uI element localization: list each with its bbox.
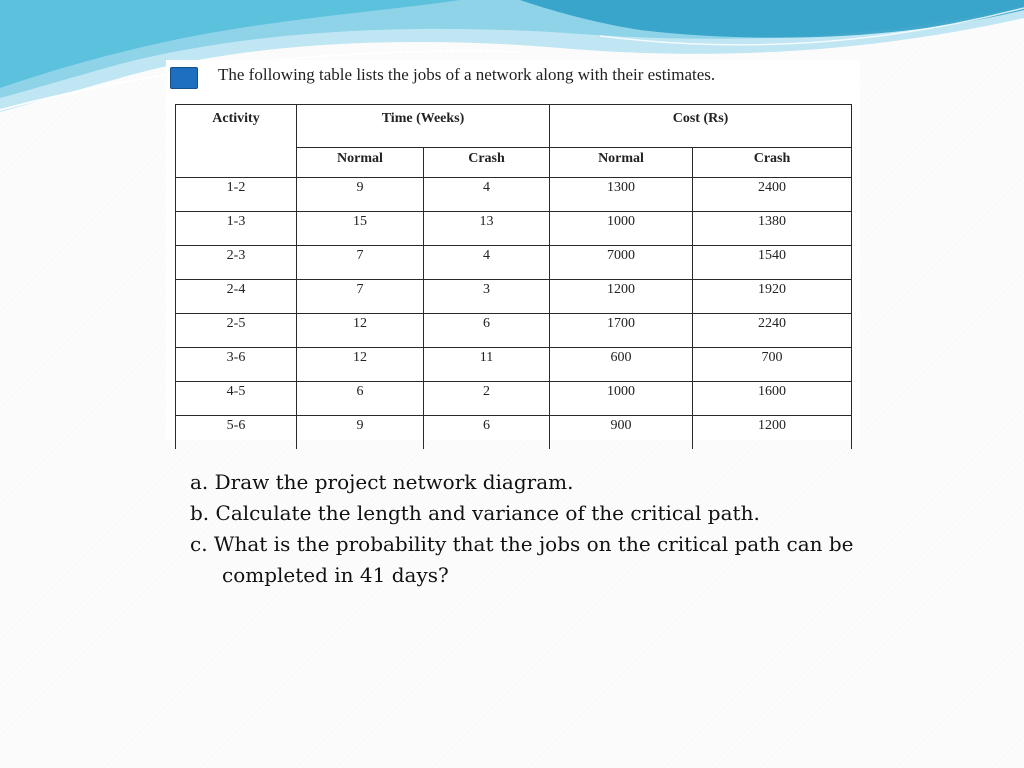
time-normal-cell: 7: [297, 246, 424, 280]
cost-crash-cell: 1600: [693, 382, 852, 416]
cost-normal-header: Normal: [550, 148, 693, 178]
cost-crash-cell: 2400: [693, 178, 852, 212]
time-crash-cell: 2: [424, 382, 550, 416]
cost-crash-cell: 1920: [693, 280, 852, 314]
time-crash-cell: 6: [424, 416, 550, 450]
question-list: [190, 467, 930, 591]
time-normal-cell: 12: [297, 348, 424, 382]
table-row: [176, 314, 852, 348]
time-normal-cell: 12: [297, 314, 424, 348]
cost-normal-cell: 7000: [550, 246, 693, 280]
table-row: [176, 280, 852, 314]
time-crash-cell: 11: [424, 348, 550, 382]
cost-crash-header: Crash: [693, 148, 852, 178]
time-crash-cell: 4: [424, 246, 550, 280]
table-header-row: [176, 105, 852, 148]
cost-normal-cell: 1000: [550, 382, 693, 416]
question-c-continued: completed in 41 days?: [222, 563, 449, 587]
cost-header: Cost (Rs): [550, 105, 852, 148]
time-header: Time (Weeks): [297, 105, 550, 148]
cost-crash-cell: 1380: [693, 212, 852, 246]
cost-normal-cell: 1700: [550, 314, 693, 348]
activity-cell: 4-5: [176, 382, 297, 416]
question-b: b. Calculate the length and variance of the critical path.: [190, 501, 760, 525]
cost-normal-cell: 900: [550, 416, 693, 450]
table-row: [176, 246, 852, 280]
jobs-table: [175, 104, 852, 449]
time-normal-cell: 6: [297, 382, 424, 416]
time-crash-cell: 13: [424, 212, 550, 246]
activity-cell: 2-3: [176, 246, 297, 280]
table-row: [176, 382, 852, 416]
intro-text: The following table lists the jobs of a network along with their estimates.: [218, 65, 716, 84]
cost-normal-cell: 600: [550, 348, 693, 382]
activity-cell: 5-6: [176, 416, 297, 450]
cost-normal-cell: 1200: [550, 280, 693, 314]
activity-cell: 3-6: [176, 348, 297, 382]
cost-crash-cell: 700: [693, 348, 852, 382]
time-normal-header: Normal: [297, 148, 424, 178]
time-normal-cell: 7: [297, 280, 424, 314]
question-c: c. What is the probability that the jobs on the critical path can be: [190, 532, 854, 556]
table-row: [176, 178, 852, 212]
activity-cell: 2-4: [176, 280, 297, 314]
activity-cell: 1-3: [176, 212, 297, 246]
time-normal-cell: 9: [297, 178, 424, 212]
time-crash-cell: 3: [424, 280, 550, 314]
cost-crash-cell: 2240: [693, 314, 852, 348]
bullet-square-icon: [170, 67, 198, 89]
table-row: [176, 416, 852, 450]
activity-header: Activity: [176, 105, 297, 178]
cost-crash-cell: 1540: [693, 246, 852, 280]
cost-crash-cell: 1200: [693, 416, 852, 450]
cost-normal-cell: 1000: [550, 212, 693, 246]
time-crash-header: Crash: [424, 148, 550, 178]
activity-cell: 2-5: [176, 314, 297, 348]
table-row: [176, 348, 852, 382]
question-a: a. Draw the project network diagram.: [190, 470, 574, 494]
time-normal-cell: 15: [297, 212, 424, 246]
time-normal-cell: 9: [297, 416, 424, 450]
cost-normal-cell: 1300: [550, 178, 693, 212]
time-crash-cell: 4: [424, 178, 550, 212]
activity-cell: 1-2: [176, 178, 297, 212]
time-crash-cell: 6: [424, 314, 550, 348]
table-row: [176, 212, 852, 246]
